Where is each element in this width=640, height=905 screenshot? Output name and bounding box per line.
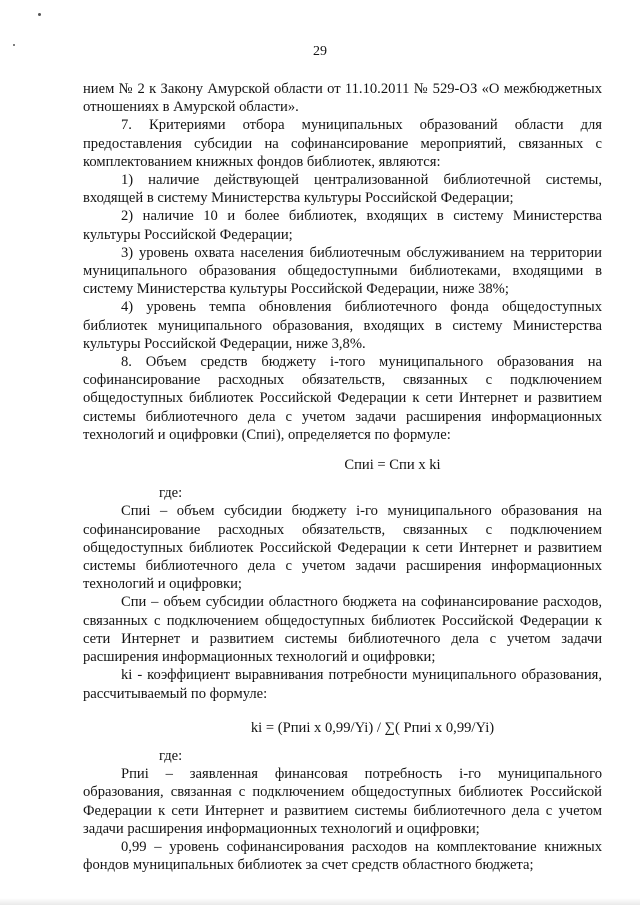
definition-099: 0,99 – уровень софинансирования расходов на комплектование книжных фондов муниципальных библиотек за счет средств областного бюджета; <box>83 838 602 874</box>
formula-ki: ki = (Рпиi x 0,99/Yi) / ∑( Рпиi x 0,99/Yi) <box>250 719 495 736</box>
where-label: где: <box>159 485 183 502</box>
paragraph-item-8: 8. Объем средств бюджету i-того муниципального образования на софинансирование расходных обязательств, связанных с подключением общедоступных библиотек Российской Федерации к сети Интернет и развитием системы библиотечного дела с учетом задачи расширения информационных технологий и оцифровки (Спиi), определяется по формуле: <box>83 354 602 443</box>
paragraph-continuation: нием № 2 к Закону Амурской области от 11.10.2011 № 529-ОЗ «О межбюджетных отношениях в Амурской области». <box>83 81 602 116</box>
scan-speck <box>38 13 41 16</box>
definition-rpii: Рпиi – заявленная финансовая потребность i-го муниципального образования, связанная с подключением общедоступных библиотек Российской Федерации к сети Интернет и развитием системы библиотечного дела с учетом задачи расширения информационных технологий и оцифровки; <box>83 766 602 837</box>
page-number: 29 <box>313 44 327 59</box>
criterion-1: 1) наличие действующей централизованной библиотечной системы, входящей в систему Министерства культуры Российской Федерации; <box>83 172 602 207</box>
definition-spii: Спиi – объем субсидии бюджету i-го муниципального образования на софинансирование расходных обязательств, связанных с подключением общедоступных библиотек Российской Федерации к сети Интернет и развитием системы библиотечного дела с учетом задачи расширения информационных технологий и оцифровки; <box>83 503 602 593</box>
criterion-3: 3) уровень охвата населения библиотечным обслуживанием на территории муниципального образования общедоступными библиотеками, входящими в систему Министерства культуры Российской Федерации, ниже 38%; <box>83 244 602 298</box>
definition-ki: ki - коэффициент выравнивания потребности муниципального образования, рассчитываемый по формуле: <box>83 667 602 702</box>
criterion-4: 4) уровень темпа обновления библиотечного фонда общедоступных библиотек муниципального образования, входящих в систему Министерства культуры Российской Федерации, ниже 3,8%. <box>83 299 602 352</box>
criterion-2: 2) наличие 10 и более библиотек, входящих в систему Министерства культуры Российской Федерации; <box>83 208 602 243</box>
scan-bottom-edge <box>0 898 640 905</box>
paragraph-item-7: 7. Критериями отбора муниципальных образований области для предоставления субсидии на софинансирование мероприятий, связанных с комплектованием книжных фондов библиотек, являются: <box>83 117 602 170</box>
formula-spii: Спиi = Спи x ki <box>344 457 441 474</box>
document-body <box>83 80 602 874</box>
where-label: где: <box>159 747 183 764</box>
definition-spi: Спи – объем субсидии областного бюджета на софинансирование расходов, связанных с подключением общедоступных библиотек Российской Федерации к сети Интернет и развитием системы библиотечного дела с учетом задачи расширения информационных технологий и оцифровки; <box>83 594 602 666</box>
